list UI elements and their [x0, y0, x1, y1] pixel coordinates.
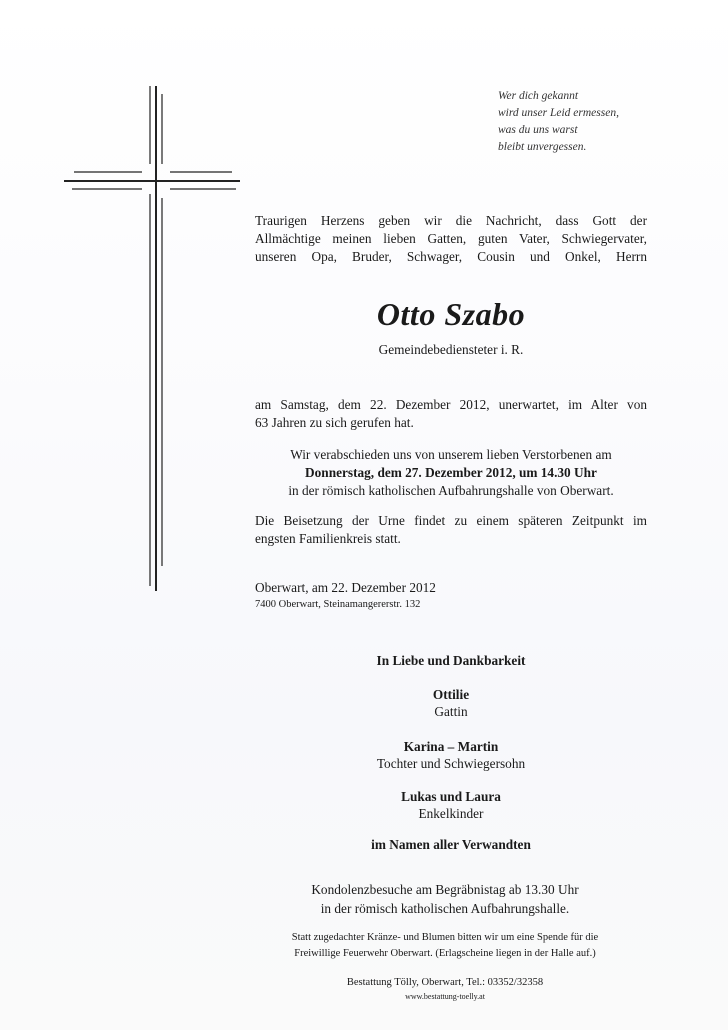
- farewell-notice: [255, 446, 647, 500]
- cross-icon: [64, 86, 240, 596]
- donation-note: [235, 930, 655, 962]
- intro-line: unseren Opa, Bruder, Schwager, Cousin und Onkel, Herrn: [255, 249, 647, 264]
- motto-line: was du uns warst: [498, 124, 578, 136]
- mourner-group: [255, 788, 647, 822]
- motto-verse: [498, 88, 718, 156]
- mourners-closing: im Namen aller Verwandten: [371, 837, 531, 852]
- deceased-occupation: Gemeindebediensteter i. R.: [378, 342, 524, 357]
- death-notice-line: am Samstag, dem 22. Dezember 2012, unerwartet, im Alter von: [255, 397, 647, 412]
- mourner-relation: Enkelkinder: [418, 806, 484, 821]
- intro-line: Allmächtige meinen lieben Gatten, guten Vater, Schwiegervater,: [255, 231, 647, 246]
- farewell-line: Wir verabschieden uns von unserem lieben Verstorbenen am: [290, 447, 612, 462]
- address: 7400 Oberwart, Steinamangererstr. 132: [255, 599, 421, 610]
- intro-line: Traurigen Herzens geben wir die Nachricht, dass Gott der: [255, 213, 647, 228]
- death-notice-line: 63 Jahren zu sich gerufen hat.: [255, 415, 414, 430]
- condolence-line: Kondolenzbesuche am Begräbnistag ab 13.30 Uhr: [311, 882, 579, 897]
- undertaker-info: [235, 976, 655, 1004]
- intro-paragraph: [255, 212, 647, 266]
- motto-line: Wer dich gekannt: [498, 90, 579, 102]
- donation-line: Statt zugedachter Kränze- und Blumen bitten wir um eine Spende für die: [291, 932, 599, 943]
- death-notice: [255, 396, 647, 432]
- mourner-group: [255, 686, 647, 720]
- mourners-heading: In Liebe und Dankbarkeit: [376, 653, 526, 668]
- mourner-names: Karina – Martin: [403, 739, 499, 754]
- farewell-date: Donnerstag, dem 27. Dezember 2012, um 14.30 Uhr: [305, 465, 597, 480]
- place-date-line: Oberwart, am 22. Dezember 2012: [255, 580, 436, 595]
- condolence-line: in der römisch katholischen Aufbahrungshalle.: [320, 901, 570, 916]
- burial-notice: [255, 512, 647, 548]
- mourner-relation: Gattin: [434, 704, 468, 719]
- motto-line: bleibt unvergessen.: [498, 141, 587, 153]
- burial-line: engsten Familienkreis statt.: [255, 531, 401, 546]
- condolence-info: [235, 880, 655, 918]
- mourner-relation: Tochter und Schwiegersohn: [376, 756, 526, 771]
- mourner-group: [255, 738, 647, 772]
- burial-line: Die Beisetzung der Urne findet zu einem späteren Zeitpunkt im: [255, 513, 647, 528]
- mourner-names: Ottilie: [432, 687, 470, 702]
- undertaker-contact: Bestattung Tölly, Oberwart, Tel.: 03352/32358: [346, 977, 544, 988]
- motto-line: wird unser Leid ermessen,: [498, 107, 619, 119]
- deceased-name: Otto Szabo: [376, 296, 526, 332]
- mourner-names: Lukas und Laura: [401, 789, 501, 804]
- undertaker-website: www.bestattung-toelly.at: [405, 992, 485, 1001]
- donation-line: Freiwillige Feuerwehr Oberwart. (Erlagscheine liegen in der Halle auf.): [294, 948, 596, 959]
- farewell-line: in der römisch katholischen Aufbahrungshalle von Oberwart.: [288, 483, 614, 498]
- place-date: [255, 579, 647, 613]
